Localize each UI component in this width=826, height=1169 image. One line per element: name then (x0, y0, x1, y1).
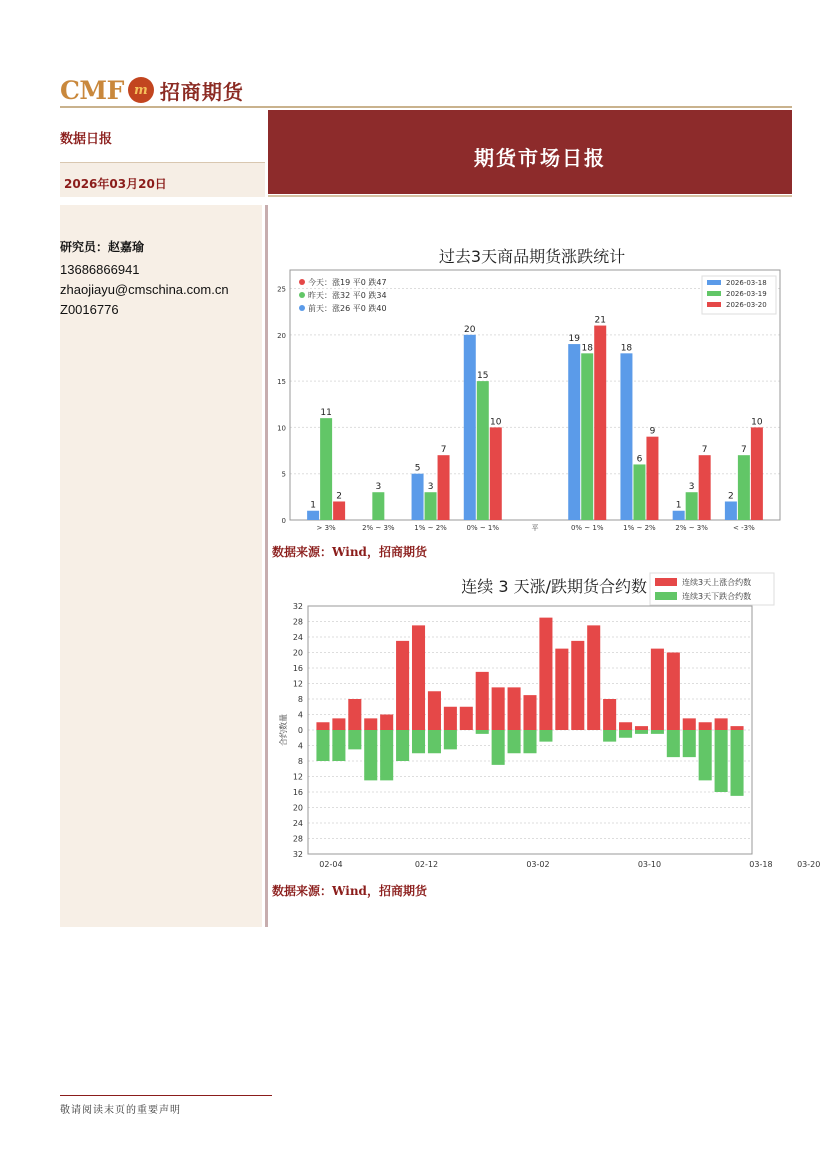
chart2-fall-bar (523, 730, 536, 753)
date-band (60, 162, 265, 197)
chart1-ytick-label: 20 (277, 331, 286, 340)
chart2-fall-bar (380, 730, 393, 780)
chart1-bar-label: 3 (688, 482, 695, 493)
chart1-bar (646, 437, 658, 520)
chart1-xtick-label: 2% ~ 3% (362, 524, 395, 532)
chart1-bar (490, 427, 502, 520)
legend-fall: 连续3天下跌合约数 (682, 592, 752, 601)
chart2-legend (650, 573, 774, 605)
legend-0318: 2026-03-18 (726, 279, 767, 287)
analyst-email: zhaojiayu@cmschina.com.cn (60, 282, 229, 297)
chart2-rise-bar (587, 625, 600, 730)
chart1-ytick-label: 15 (277, 378, 286, 387)
chart1-bar (699, 455, 711, 520)
chart2-fall-bar (683, 730, 696, 757)
chart1-bar-label: 3 (427, 482, 434, 493)
chart2-xtick-label: 03-02 (526, 860, 550, 869)
chart2-ytick-label: 28 (292, 617, 303, 627)
chart2-rise-bar (667, 653, 680, 731)
doc-type: 数据日报 (60, 132, 113, 147)
chart1-bar (673, 511, 685, 520)
chart2-rise-bar (508, 687, 521, 730)
chart1-xtick-label: 2% ~ 3% (675, 524, 708, 532)
chart1-bar (738, 455, 750, 520)
chart1-bar (477, 381, 489, 520)
chart2-fall-bar (492, 730, 505, 765)
chart2-xtick-label: 03-20 (797, 860, 821, 869)
chart2-rise-bar (555, 649, 568, 730)
chart1-bar (686, 492, 698, 520)
chart2-rise-bar (428, 691, 441, 730)
chart1-bar-label: 19 (568, 334, 580, 345)
chart2-rise-bar (715, 718, 728, 730)
chart1-bar-label: 18 (620, 343, 633, 354)
chart1-bar (372, 492, 384, 520)
chart2-fall-bar (508, 730, 521, 753)
chart2-rise-bar (731, 726, 744, 730)
legend-fall-swatch (655, 592, 677, 600)
chart2-rise-bar (380, 715, 393, 731)
summary-yesterday-dot (299, 292, 305, 298)
chart1-summary-legend (299, 277, 387, 313)
company-logo (60, 74, 244, 106)
chart2-ytick-label: 28 (292, 834, 303, 844)
chart2-rise-bar (699, 722, 712, 730)
legend-swatch-0320 (707, 302, 721, 307)
chart1-legend (702, 276, 776, 314)
summary-daybefore-dot (299, 305, 305, 311)
chart2-rise-bar (603, 699, 616, 730)
chart1-ytick-label: 10 (277, 424, 286, 433)
chart1-xtick-label: 0% ~ 1% (570, 524, 604, 532)
chart1-bar (412, 474, 424, 520)
chart2-fall-bar (667, 730, 680, 757)
chart1-bar-label: 6 (636, 454, 643, 465)
chart1-bar (568, 344, 580, 520)
chart1-bar-label: 2 (728, 491, 734, 502)
chart1-bar-label: 7 (701, 445, 708, 456)
chart1-bar-label: 1 (675, 500, 682, 511)
chart1-xtick-label: 平 (531, 524, 539, 532)
chart2-source: 数据来源：Wind，招商期货 (272, 884, 427, 898)
footer-divider (60, 1095, 272, 1096)
chart2-fall-bar (635, 730, 648, 734)
chart1-bar-label: 10 (751, 417, 763, 428)
chart2-fall-bar (364, 730, 377, 780)
chart2-rise-bar (619, 722, 632, 730)
chart2-xtick-label: 03-18 (749, 860, 773, 869)
chart2-rise-bar (396, 641, 409, 730)
chart1-bar (425, 492, 437, 520)
chart2-rise-bar (476, 672, 489, 730)
chart1-xtick-label: > 3% (316, 524, 336, 532)
logo-text: CMF (60, 75, 124, 105)
chart1-source: 数据来源：Wind，招商期货 (272, 545, 427, 559)
chart1-bar (333, 501, 345, 520)
chart1-bar-label: 2 (336, 491, 342, 502)
chart2-ytick-label: 20 (292, 648, 303, 658)
chart2-ytick-label: 32 (292, 602, 303, 611)
chart2-ytick-label: 8 (297, 695, 303, 704)
chart2-rise-bar (412, 625, 425, 730)
chart2-xtick-label: 02-04 (319, 860, 343, 869)
chart2-ytick-label: 8 (297, 757, 303, 766)
chart-consecutive-contracts (272, 570, 821, 874)
legend-rise-swatch (655, 578, 677, 586)
chart2-rise-bar (683, 718, 696, 730)
chart2-fall-bar (699, 730, 712, 780)
chart1-ytick-label: 0 (281, 517, 286, 525)
legend-swatch-0318 (707, 280, 721, 285)
chart2-fall-bar (539, 730, 552, 742)
chart-rise-fall-stats (272, 232, 792, 534)
chart2-fall-bar (444, 730, 457, 749)
footer-disclaimer: 敬请阅读末页的重要声明 (60, 1105, 181, 1116)
chart1-bar-label: 20 (464, 324, 476, 335)
chart1-bar-label: 5 (414, 463, 421, 474)
chart2-ytick-label: 12 (292, 679, 303, 689)
summary-daybefore: 前天：涨26 平0 跌40 (308, 304, 387, 313)
legend-0320: 2026-03-20 (726, 301, 767, 309)
chart2-fall-bar (316, 730, 329, 761)
chart2-fall-bar (396, 730, 409, 761)
chart1-bar-label: 1 (310, 500, 316, 511)
chart2-ytick-label: 16 (292, 788, 303, 797)
logo-cn-text: 招商期货 (159, 79, 244, 104)
page-title: 期货市场日报 (474, 146, 606, 170)
analyst-license: Z0016776 (60, 302, 119, 317)
title-banner (268, 110, 792, 194)
legend-rise: 连续3天上涨合约数 (682, 578, 752, 587)
chart2-rise-bar (539, 618, 552, 730)
summary-yesterday: 昨天：涨32 平0 跌34 (308, 291, 387, 300)
chart2-rise-bar (571, 641, 584, 730)
chart2-rise-bar (651, 649, 664, 730)
chart1-title: 过去3天商品期货涨跌统计 (438, 247, 626, 266)
chart1-bar (307, 511, 319, 520)
chart2-rise-bar (332, 718, 345, 730)
chart2-rise-bar (635, 726, 648, 730)
chart1-bar-label: 7 (741, 445, 747, 456)
chart2-rise-bar (316, 722, 329, 730)
legend-0319: 2026-03-19 (726, 290, 767, 298)
chart1-ytick-label: 5 (281, 470, 286, 479)
chart1-bar-label: 7 (440, 445, 447, 456)
chart1-bar-label: 18 (581, 343, 593, 354)
chart2-fall-bar (348, 730, 361, 749)
chart1-bar (464, 335, 476, 520)
chart2-ytick-label: 12 (292, 772, 303, 782)
chart2-rise-bar (444, 707, 457, 730)
chart2-ytick-label: 24 (292, 819, 303, 828)
header-left-panel (60, 110, 265, 196)
chart2-rise-bar (364, 718, 377, 730)
chart1-xtick-label: 1% ~ 2% (623, 524, 656, 532)
chart2-xtick-label: 03-10 (637, 860, 662, 869)
chart1-ytick-label: 25 (277, 285, 286, 294)
chart2-rise-bar (523, 695, 536, 730)
chart1-bar (620, 353, 632, 520)
chart2-fall-bar (428, 730, 441, 753)
chart1-bar-label: 3 (375, 482, 382, 493)
analyst-name: 研究员：赵嘉瑜 (60, 240, 145, 254)
chart2-ytick-label: 24 (292, 633, 303, 642)
chart2-rise-bar (460, 707, 473, 730)
chart1-xtick-label: < -3% (733, 524, 755, 532)
chart2-rise-bar (492, 687, 505, 730)
chart2-fall-bar (332, 730, 345, 761)
chart1-bar-label: 11 (320, 408, 332, 419)
chart2-ytick-label: 4 (297, 741, 303, 751)
chart1-bar-label: 9 (649, 426, 656, 437)
summary-today-dot (299, 279, 305, 285)
chart1-bar-label: 15 (477, 371, 489, 382)
summary-today: 今天：涨19 平0 跌47 (308, 278, 387, 287)
top-divider (60, 106, 792, 108)
chart1-bar-label: 21 (594, 315, 606, 326)
chart1-xtick-label: 0% ~ 1% (466, 524, 500, 532)
chart2-ytick-label: 16 (292, 664, 303, 673)
chart1-bar (751, 427, 763, 520)
chart2-rise-bar (348, 699, 361, 730)
chart1-bar (438, 455, 450, 520)
chart2-ytick-label: 32 (292, 850, 303, 859)
legend-swatch-0319 (707, 291, 721, 296)
chart1-bar (633, 464, 645, 520)
chart1-bar-label: 10 (490, 417, 502, 428)
chart2-fall-bar (715, 730, 728, 792)
chart2-ytick-label: 20 (292, 803, 303, 813)
chart2-fall-bar (603, 730, 616, 742)
chart2-ytick-label: 0 (297, 726, 303, 735)
chart1-bar (581, 353, 593, 520)
chart2-xtick-label: 02-12 (414, 860, 439, 869)
chart2-ytick-label: 4 (297, 710, 303, 720)
chart2-fall-bar (476, 730, 489, 734)
chart2-ylabel: 合约数量 (279, 714, 288, 746)
chart2-fall-bar (619, 730, 632, 738)
analyst-phone: 13686866941 (60, 262, 140, 277)
chart2-title: 连续 3 天涨/跌期货合约数 (461, 577, 647, 596)
title-underline (268, 195, 792, 197)
sidebar-divider (265, 205, 268, 927)
chart1-bar (725, 501, 737, 520)
chart2-fall-bar (731, 730, 744, 796)
report-date: 2026年03月20日 (64, 177, 167, 191)
chart2-fall-bar (651, 730, 664, 734)
chart2-fall-bar (412, 730, 425, 753)
chart1-bar (594, 326, 606, 520)
chart1-xtick-label: 1% ~ 2% (414, 524, 447, 532)
chart1-bar (320, 418, 332, 520)
logo-emblem-icon: m (128, 77, 154, 103)
